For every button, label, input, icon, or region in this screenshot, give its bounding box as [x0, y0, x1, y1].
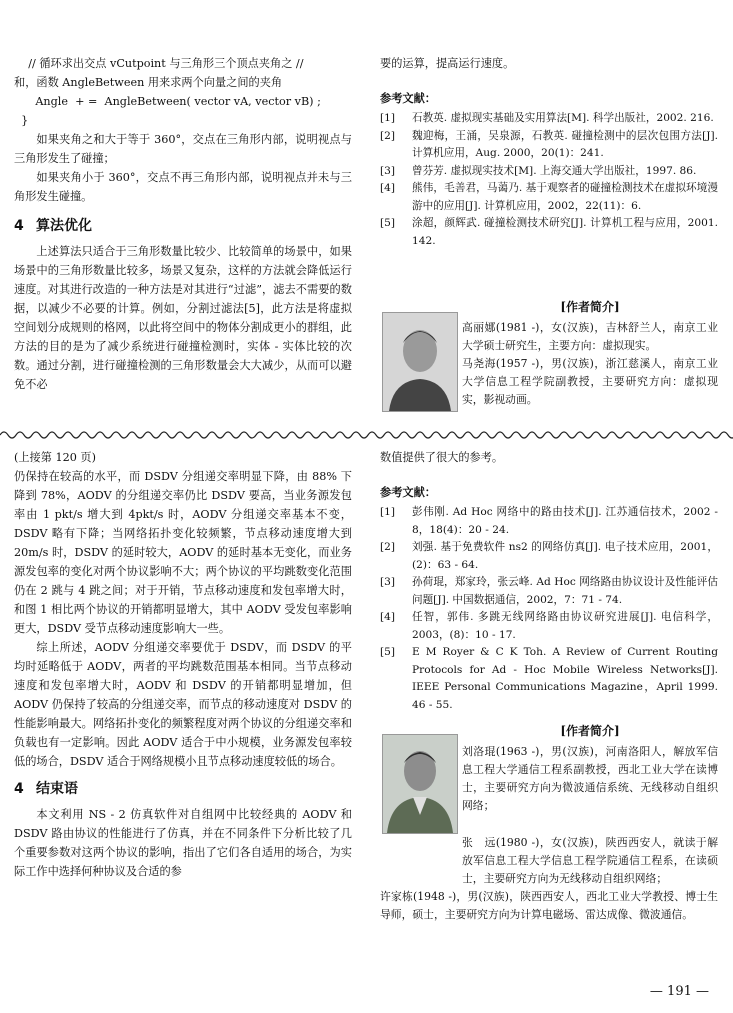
- reference-number: [1]: [380, 506, 396, 518]
- code-comment-line: // 循环求出交点 vCutpoint 与三角形三个顶点夹角之 //: [14, 57, 304, 70]
- bottom-left-column: [14, 448, 352, 881]
- author-bio: 高丽娜(1981 -)，女(汉族)，吉林舒兰人，南京工业大学硕士研究生，主要方向：虚拟现实。: [462, 321, 718, 352]
- reference-number: [4]: [380, 182, 396, 194]
- reference-item: [380, 180, 718, 215]
- reference-text: 熊伟，毛善君，马蔼乃. 基于观察者的碰撞检测技术在虚拟环境漫游中的应用[J]. 计算机应用，2002，22(11)：6.: [412, 182, 718, 212]
- section-divider: [0, 428, 733, 442]
- continued-text: 数值提供了很大的参考。: [380, 451, 504, 464]
- reference-number: [1]: [380, 112, 396, 124]
- reference-item: [380, 644, 718, 714]
- paragraph-summary: 综上所述，AODV 分组递交率要优于 DSDV，而 DSDV 的平均时延略低于 AODV，两者的平均跳数范围基本相同。当节点移动速度和发包率增大时，AODV 和 DSDV 的开销都明显增加，但 AODV 仍保持了较高的分组递交率，而节点的移动速度对 DSDV 的性能影响最大。网络拓扑变化的频繁程度对两个协议的分组递交率和负载也有一定影响。因此 AODV 适合于中小规模，业务源发包率较低的场合，DSDV 适合于网络规模小且节点移动速度较低的场合。: [14, 641, 352, 768]
- reference-text: E M Royer & C K Toh. A Review of Current Routing Protocols for Ad - Hoc Mobile Wireless Networks[J]. IEEE Personal Communications Magazine，April 1999. 46 - 55.: [412, 646, 718, 711]
- reference-text: 涂超，颜辉武. 碰撞检测技术研究[J]. 计算机工程与应用，2001. 142.: [412, 217, 718, 247]
- reference-number: [2]: [380, 541, 396, 553]
- author-photo: [382, 312, 458, 412]
- top-right-column: [380, 54, 718, 250]
- reference-text: 曾芬芳. 虚拟现实技术[M]. 上海交通大学出版社，1997. 86.: [412, 164, 697, 177]
- reference-item: [380, 163, 718, 181]
- reference-number: [3]: [380, 164, 396, 177]
- reference-item: [380, 504, 718, 539]
- portrait-icon: [383, 313, 457, 411]
- code-angle-line: Angle + = AngleBetween( vector vA, vector vB) ;: [14, 95, 321, 108]
- reference-text: 魏迎梅，王涌，吴泉源，石教英. 碰撞检测中的层次包围方法[J]. 计算机应用，Aug. 2000，20(1)：241.: [412, 129, 718, 159]
- reference-number: [4]: [380, 611, 396, 623]
- reference-item: [380, 574, 718, 609]
- references-title: 参考文献：: [380, 485, 436, 499]
- section-number: 4: [14, 781, 24, 797]
- paragraph-results: 仍保持在较高的水平，而 DSDV 分组递交率明显下降，由 88% 下降到 78%，AODV 的分组递交率仍比 DSDV 要高，当业务源发包率由 1 pkt/s 增大到 4pkt/s 时，AODV 分组递交率基本不变，DSDV 略有下降；当网络拓扑变化较频繁，节点移动速度增大到 20m/s 时，DSDV 的延时较大，AODV 的延时基本无变化，而业务源发包率的变化对两个协议影响不大；两个协议的平均跳数变化范围仍在 2 跳与 4 跳之间；对于开销，节点移动速度和发包率增大时，和图 1 相比两个协议的开销都明显增大，其中 AODV 受发包率影响更大，DSDV 受节点移动速度影响大一些。: [14, 470, 352, 635]
- code-comment-line-2: 和，函数 AngleBetween 用来求两个向量之间的夹角: [14, 76, 283, 89]
- reference-number: [5]: [380, 217, 396, 229]
- reference-item: [380, 215, 718, 250]
- bottom-author-bios: [380, 834, 718, 924]
- paragraph-outside: 如果夹角小于 360°，交点不再三角形内部，说明视点并未与三角形发生碰撞。: [14, 171, 352, 203]
- page-number: — 191 —: [649, 984, 709, 999]
- section-heading-optimization: [14, 216, 352, 236]
- section-title: 结束语: [36, 781, 78, 797]
- section-title: 算法优化: [36, 218, 92, 234]
- author-photo: [382, 734, 458, 834]
- top-author-block: [462, 292, 718, 409]
- paragraph-inside: 如果夹角之和大于等于 360°，交点在三角形内部，说明视点与三角形发生了碰撞；: [14, 133, 352, 165]
- author-bio: 许家栋(1948 -)，男(汉族)，陕西西安人，西北工业大学教授、博士生导师，硕士，主要研究方向为计算电磁场、雷达成像、微波通信。: [380, 890, 718, 921]
- portrait-icon: [383, 735, 457, 833]
- author-bio: 刘洛琨(1963 -)，男(汉族)，河南洛阳人，解放军信息工程大学通信工程系副教授，西北工业大学在读博士，主要研究方向为微波通信系统、无线移动自组织网络；: [462, 745, 718, 812]
- bottom-right-column: [380, 448, 718, 714]
- author-intro-heading: [作者简介]: [560, 724, 620, 738]
- reference-text: 石教英. 虚拟现实基础及实用算法[M]. 科学出版社，2002. 216.: [412, 112, 714, 124]
- reference-text: 任智，郭伟. 多跳无线网络路由协议研究进展[J]. 电信科学，2003，(8)：10 - 17.: [412, 611, 718, 641]
- author-bio: 张 远(1980 -)，女(汉族)，陕西西安人，就读于解放军信息工程大学信息工程学院通信工程系，在读硕士，主要研究方向为无线移动自组织网络；: [462, 836, 718, 885]
- author-bio: 马尧海(1957 -)，男(汉族)，浙江慈溪人，南京工业大学信息工程学院副教授，主要研究方向：虚拟现实，影视动画。: [462, 357, 718, 406]
- code-brace-line: }: [14, 114, 29, 127]
- paragraph-conclusion: 本文利用 NS - 2 仿真软件对自组网中比较经典的 AODV 和 DSDV 路由协议的性能进行了仿真，并在不同条件下分析比较了几个重要参数对这两个协议的影响，指出了它们各自适用的场合，为实际工作中选择何种协议及合适的参: [14, 808, 352, 878]
- references-title: 参考文献：: [380, 91, 436, 105]
- bottom-author-heading-block: [462, 716, 718, 815]
- reference-item: [380, 539, 718, 574]
- reference-text: 彭伟刚. Ad Hoc 网络中的路由技术[J]. 江苏通信技术，2002 - 8，18(4)：20 - 24.: [412, 506, 718, 536]
- section-heading-conclusion: [14, 779, 352, 799]
- top-left-column: [14, 54, 352, 394]
- reference-item: [380, 609, 718, 644]
- reference-text: 孙荷琨，郑家玲，张云峰. Ad Hoc 网络路由协议设计及性能评估问题[J]. 中国数据通信，2002，7：71 - 74.: [412, 576, 718, 606]
- continued-text: 要的运算，提高运行速度。: [380, 57, 515, 70]
- reference-number: [5]: [380, 646, 396, 658]
- author-intro-heading: [作者简介]: [560, 300, 620, 314]
- section-number: 4: [14, 218, 24, 234]
- reference-item: [380, 128, 718, 163]
- reference-item: [380, 110, 718, 128]
- reference-number: [2]: [380, 129, 396, 142]
- reference-text: 刘强. 基于免费软件 ns2 的网络仿真[J]. 电子技术应用，2001，(2)：63 - 64.: [412, 541, 718, 571]
- continued-from-label: (上接第 120 页): [14, 451, 96, 464]
- reference-number: [3]: [380, 576, 396, 588]
- paragraph-optimization: 上述算法只适合于三角形数量比较少、比较简单的场景中，如果场景中的三角形数量比较多，场景又复杂，这样的方法就会降低运行速度。对其进行改造的一种方法是对其进行“过滤”，滤去不需要的数据，以减少不必要的计算。例如，分割过滤法[5]，此方法是将虚拟空间划分成规则的格网，以此将空间中的物体分割成更小的群组，此方法的目的是为了减少系统进行碰撞检测时，实体 - 实体比较的次数。通过分割，进行碰撞检测的三角形数量会大大减少，从而可以避免不必: [14, 245, 352, 391]
